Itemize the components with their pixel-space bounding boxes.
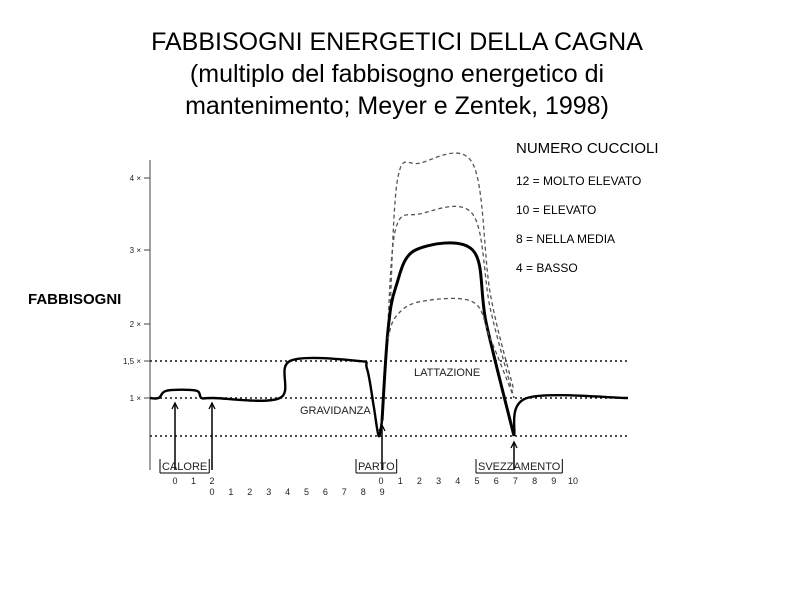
phase-label-parto: PARTO xyxy=(358,461,395,473)
x-tick-gravidanza-7: 7 xyxy=(341,487,347,497)
x-tick-lattazione-4: 4 xyxy=(455,476,461,486)
x-tick-gravidanza-5: 5 xyxy=(303,487,310,497)
y-tick-label-3: 3 × xyxy=(129,246,141,255)
y-tick-label-1: 1,5 × xyxy=(122,357,141,366)
legend-item-12: 12 = MOLTO ELEVATO xyxy=(516,174,642,188)
x-tick-gravidanza-1: 1 xyxy=(228,487,234,497)
x-tick-gravidanza-6: 6 xyxy=(322,487,328,497)
phase-label-lattazione: LATTAZIONE xyxy=(414,367,481,379)
x-tick-lattazione-10: 10 xyxy=(567,476,579,486)
x-tick-calore-0: 0 xyxy=(172,476,178,486)
x-tick-lattazione-9: 9 xyxy=(551,476,557,486)
legend-item-10: 10 = ELEVATO xyxy=(516,203,597,217)
y-tick-label-2: 2 × xyxy=(129,320,141,329)
phase-label-gravidanza: GRAVIDANZA xyxy=(300,405,371,417)
title-line-3: mantenimento; Meyer e Zentek, 1998) xyxy=(185,92,609,120)
x-tick-lattazione-7: 7 xyxy=(512,476,518,486)
phase-label-svezzamento: SVEZZAMENTO xyxy=(478,461,561,473)
x-tick-lattazione-8: 8 xyxy=(532,476,538,486)
x-tick-calore-2: 2 xyxy=(209,476,215,486)
x-tick-calore-1: 1 xyxy=(190,476,197,486)
x-tick-lattazione-3: 3 xyxy=(436,476,442,486)
y-axis-label: FABBISOGNI xyxy=(28,291,122,308)
x-tick-gravidanza-8: 8 xyxy=(360,487,366,497)
title-line-2: (multiplo del fabbisogno energetico di xyxy=(189,60,605,88)
x-tick-lattazione-0: 0 xyxy=(378,476,384,486)
x-tick-gravidanza-3: 3 xyxy=(266,487,272,497)
legend-item-4: 4 = BASSO xyxy=(516,261,578,275)
x-tick-lattazione-6: 6 xyxy=(493,476,499,486)
x-tick-gravidanza-2: 2 xyxy=(247,487,253,497)
y-tick-label-0: 1 × xyxy=(129,394,141,403)
y-tick-label-4: 4 × xyxy=(129,174,141,183)
x-tick-gravidanza-4: 4 xyxy=(285,487,291,497)
x-tick-gravidanza-0: 0 xyxy=(209,487,215,497)
legend-heading: NUMERO CUCCIOLI xyxy=(516,140,659,157)
x-tick-lattazione-2: 2 xyxy=(416,476,422,486)
series-line-2 xyxy=(382,243,514,436)
series-line-0 xyxy=(390,153,514,391)
series-line-3 xyxy=(388,298,514,398)
x-tick-lattazione-1: 1 xyxy=(397,476,403,486)
phase-label-calore: CALORE xyxy=(162,461,208,473)
base-curve-line xyxy=(150,358,382,436)
x-tick-gravidanza-9: 9 xyxy=(379,487,385,497)
title-line-1: FABBISOGNI ENERGETICI DELLA CAGNA xyxy=(151,28,643,56)
x-tick-lattazione-5: 5 xyxy=(474,476,480,486)
legend-item-8: 8 = NELLA MEDIA xyxy=(516,232,616,246)
post-weaning-line xyxy=(514,395,628,436)
